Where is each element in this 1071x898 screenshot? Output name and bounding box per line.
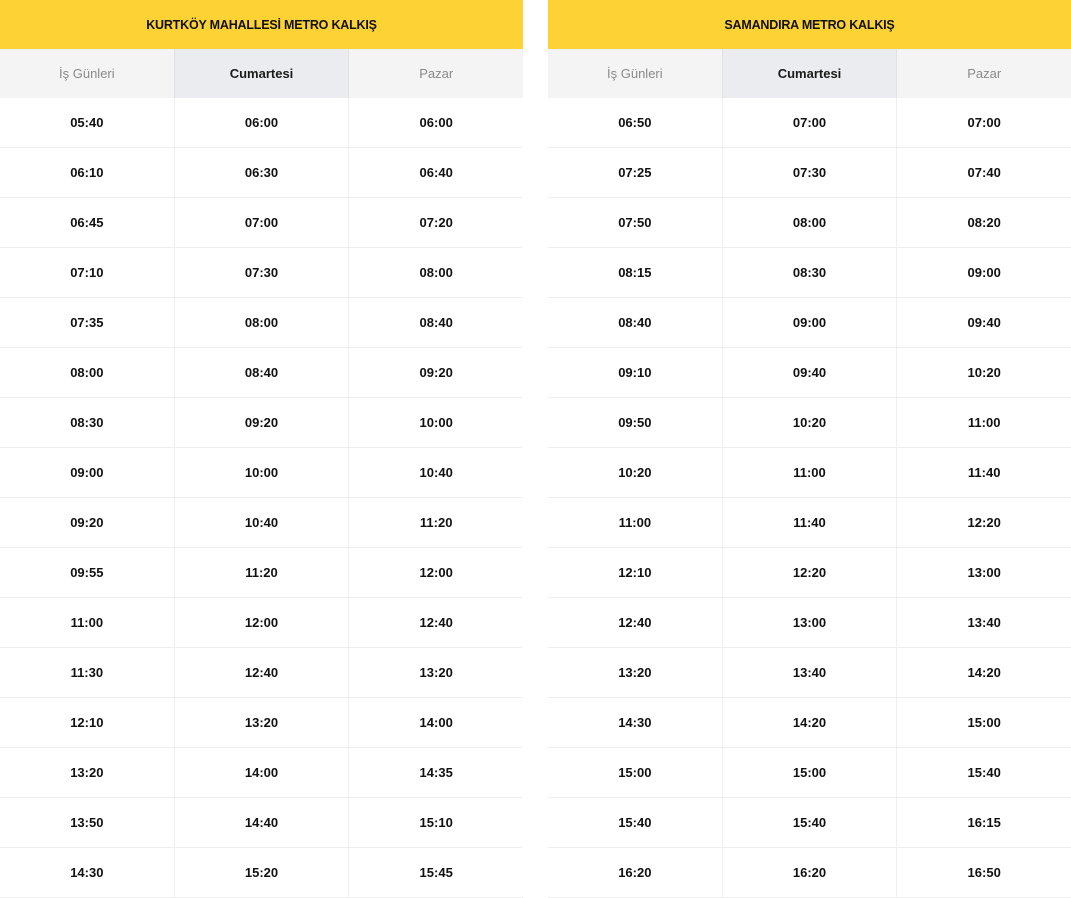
table-row — [548, 798, 1071, 848]
table-row — [0, 248, 523, 298]
tab-sunday[interactable]: Pazar — [419, 66, 454, 81]
weekday-time-cell: 06:10 — [0, 148, 175, 197]
tab-sunday[interactable]: Pazar — [967, 66, 1002, 81]
sunday-time-cell: 11:20 — [419, 515, 453, 530]
saturday-time-cell: 07:30 — [723, 148, 898, 197]
weekday-time-cell: 12:10 — [548, 548, 723, 597]
weekday-time-cell: 15:00 — [548, 748, 723, 797]
table-row — [0, 498, 523, 548]
table-row — [548, 648, 1071, 698]
table-row — [0, 298, 523, 348]
saturday-time-cell: 06:00 — [175, 98, 350, 147]
sunday-time-cell: 16:50 — [967, 865, 1001, 880]
table-row — [548, 748, 1071, 798]
saturday-time-cell: 07:30 — [175, 248, 350, 297]
sunday-time-cell: 07:40 — [967, 165, 1001, 180]
schedule-table — [0, 98, 523, 898]
weekday-time-cell: 14:30 — [548, 698, 723, 747]
weekday-time-cell: 13:50 — [0, 798, 175, 847]
saturday-time-cell: 14:00 — [175, 748, 350, 797]
table-row — [548, 348, 1071, 398]
weekday-time-cell: 08:30 — [0, 398, 175, 447]
weekday-time-cell: 11:30 — [0, 648, 175, 697]
sunday-time-cell: 11:40 — [967, 465, 1001, 480]
saturday-time-cell: 15:00 — [723, 748, 898, 797]
weekday-time-cell: 09:00 — [0, 448, 175, 497]
saturday-time-cell: 11:20 — [175, 548, 350, 597]
sunday-time-cell: 15:10 — [419, 815, 453, 830]
table-row — [0, 198, 523, 248]
day-tabs — [548, 49, 1071, 98]
table-row — [0, 798, 523, 848]
table-row — [0, 348, 523, 398]
panel-samandira — [548, 0, 1071, 880]
saturday-time-cell: 07:00 — [723, 98, 898, 147]
weekday-time-cell: 08:40 — [548, 298, 723, 347]
saturday-time-cell: 16:20 — [723, 848, 898, 897]
sunday-time-cell: 08:20 — [967, 215, 1001, 230]
sunday-time-cell: 13:40 — [967, 615, 1001, 630]
table-row — [0, 98, 523, 148]
table-row — [0, 398, 523, 448]
tab-weekdays[interactable]: İş Günleri — [59, 66, 115, 81]
table-row — [0, 448, 523, 498]
saturday-time-cell: 09:40 — [723, 348, 898, 397]
weekday-time-cell: 09:55 — [0, 548, 175, 597]
sunday-time-cell: 09:00 — [967, 265, 1001, 280]
saturday-time-cell: 11:40 — [723, 498, 898, 547]
panel-kurtkoy — [0, 0, 523, 880]
table-row — [0, 148, 523, 198]
saturday-time-cell: 08:00 — [723, 198, 898, 247]
saturday-time-cell: 14:20 — [723, 698, 898, 747]
saturday-time-cell: 13:00 — [723, 598, 898, 647]
weekday-time-cell: 08:15 — [548, 248, 723, 297]
sunday-time-cell: 07:20 — [419, 215, 453, 230]
tab-saturday[interactable]: Cumartesi — [174, 49, 350, 98]
sunday-time-cell: 12:20 — [967, 515, 1001, 530]
saturday-time-cell: 10:00 — [175, 448, 350, 497]
sunday-time-cell: 06:00 — [419, 115, 453, 130]
table-row — [548, 848, 1071, 898]
sunday-time-cell: 10:20 — [967, 365, 1001, 380]
sunday-time-cell: 10:40 — [419, 465, 453, 480]
table-row — [548, 698, 1071, 748]
saturday-time-cell: 11:00 — [723, 448, 898, 497]
saturday-time-cell: 10:40 — [175, 498, 350, 547]
sunday-time-cell: 14:35 — [419, 765, 453, 780]
weekday-time-cell: 09:10 — [548, 348, 723, 397]
weekday-time-cell: 13:20 — [548, 648, 723, 697]
table-row — [0, 598, 523, 648]
sunday-time-cell: 13:00 — [967, 565, 1001, 580]
saturday-time-cell: 13:20 — [175, 698, 350, 747]
saturday-time-cell: 10:20 — [723, 398, 898, 447]
weekday-time-cell: 10:20 — [548, 448, 723, 497]
saturday-time-cell: 12:20 — [723, 548, 898, 597]
table-row — [548, 98, 1071, 148]
weekday-time-cell: 12:40 — [548, 598, 723, 647]
weekday-time-cell: 06:45 — [0, 198, 175, 247]
table-row — [548, 398, 1071, 448]
sunday-time-cell: 06:40 — [419, 165, 453, 180]
sunday-time-cell: 15:45 — [419, 865, 453, 880]
table-row — [548, 198, 1071, 248]
panel-title: SAMANDIRA METRO KALKIŞ — [548, 0, 1071, 49]
saturday-time-cell: 12:00 — [175, 598, 350, 647]
tab-weekdays[interactable]: İş Günleri — [607, 66, 663, 81]
saturday-time-cell: 09:00 — [723, 298, 898, 347]
sunday-time-cell: 08:40 — [419, 315, 453, 330]
weekday-time-cell: 07:10 — [0, 248, 175, 297]
saturday-time-cell: 08:30 — [723, 248, 898, 297]
weekday-time-cell: 16:20 — [548, 848, 723, 897]
table-row — [548, 298, 1071, 348]
saturday-time-cell: 13:40 — [723, 648, 898, 697]
sunday-time-cell: 08:00 — [419, 265, 453, 280]
weekday-time-cell: 07:25 — [548, 148, 723, 197]
saturday-time-cell: 08:40 — [175, 348, 350, 397]
weekday-time-cell: 09:50 — [548, 398, 723, 447]
sunday-time-cell: 09:20 — [419, 365, 453, 380]
weekday-time-cell: 06:50 — [548, 98, 723, 147]
saturday-time-cell: 14:40 — [175, 798, 350, 847]
table-row — [0, 748, 523, 798]
weekday-time-cell: 15:40 — [548, 798, 723, 847]
table-row — [548, 448, 1071, 498]
day-tabs — [0, 49, 523, 98]
weekday-time-cell: 13:20 — [0, 748, 175, 797]
sunday-time-cell: 15:00 — [967, 715, 1001, 730]
sunday-time-cell: 09:40 — [967, 315, 1001, 330]
saturday-time-cell: 15:40 — [723, 798, 898, 847]
table-row — [0, 548, 523, 598]
sunday-time-cell: 12:00 — [419, 565, 453, 580]
sunday-time-cell: 15:40 — [967, 765, 1001, 780]
panel-title: KURTKÖY MAHALLESİ METRO KALKIŞ — [0, 0, 523, 49]
weekday-time-cell: 14:30 — [0, 848, 175, 897]
table-row — [0, 648, 523, 698]
sunday-time-cell: 14:20 — [967, 665, 1001, 680]
sunday-time-cell: 16:15 — [967, 815, 1001, 830]
weekday-time-cell: 07:50 — [548, 198, 723, 247]
sunday-time-cell: 10:00 — [419, 415, 453, 430]
table-row — [548, 248, 1071, 298]
weekday-time-cell: 05:40 — [0, 98, 175, 147]
sunday-time-cell: 13:20 — [419, 665, 453, 680]
sunday-time-cell: 14:00 — [419, 715, 453, 730]
saturday-time-cell: 09:20 — [175, 398, 350, 447]
saturday-time-cell: 07:00 — [175, 198, 350, 247]
table-row — [548, 548, 1071, 598]
sunday-time-cell: 07:00 — [967, 115, 1001, 130]
sunday-time-cell: 11:00 — [967, 415, 1001, 430]
table-row — [0, 698, 523, 748]
weekday-time-cell: 07:35 — [0, 298, 175, 347]
tab-saturday[interactable]: Cumartesi — [722, 49, 898, 98]
table-row — [548, 148, 1071, 198]
saturday-time-cell: 15:20 — [175, 848, 350, 897]
saturday-time-cell: 06:30 — [175, 148, 350, 197]
table-row — [0, 848, 523, 898]
table-row — [548, 498, 1071, 548]
weekday-time-cell: 12:10 — [0, 698, 175, 747]
weekday-time-cell: 08:00 — [0, 348, 175, 397]
saturday-time-cell: 08:00 — [175, 298, 350, 347]
table-row — [548, 598, 1071, 648]
schedule-table — [548, 98, 1071, 898]
weekday-time-cell: 09:20 — [0, 498, 175, 547]
saturday-time-cell: 12:40 — [175, 648, 350, 697]
weekday-time-cell: 11:00 — [0, 598, 175, 647]
weekday-time-cell: 11:00 — [548, 498, 723, 547]
sunday-time-cell: 12:40 — [419, 615, 453, 630]
